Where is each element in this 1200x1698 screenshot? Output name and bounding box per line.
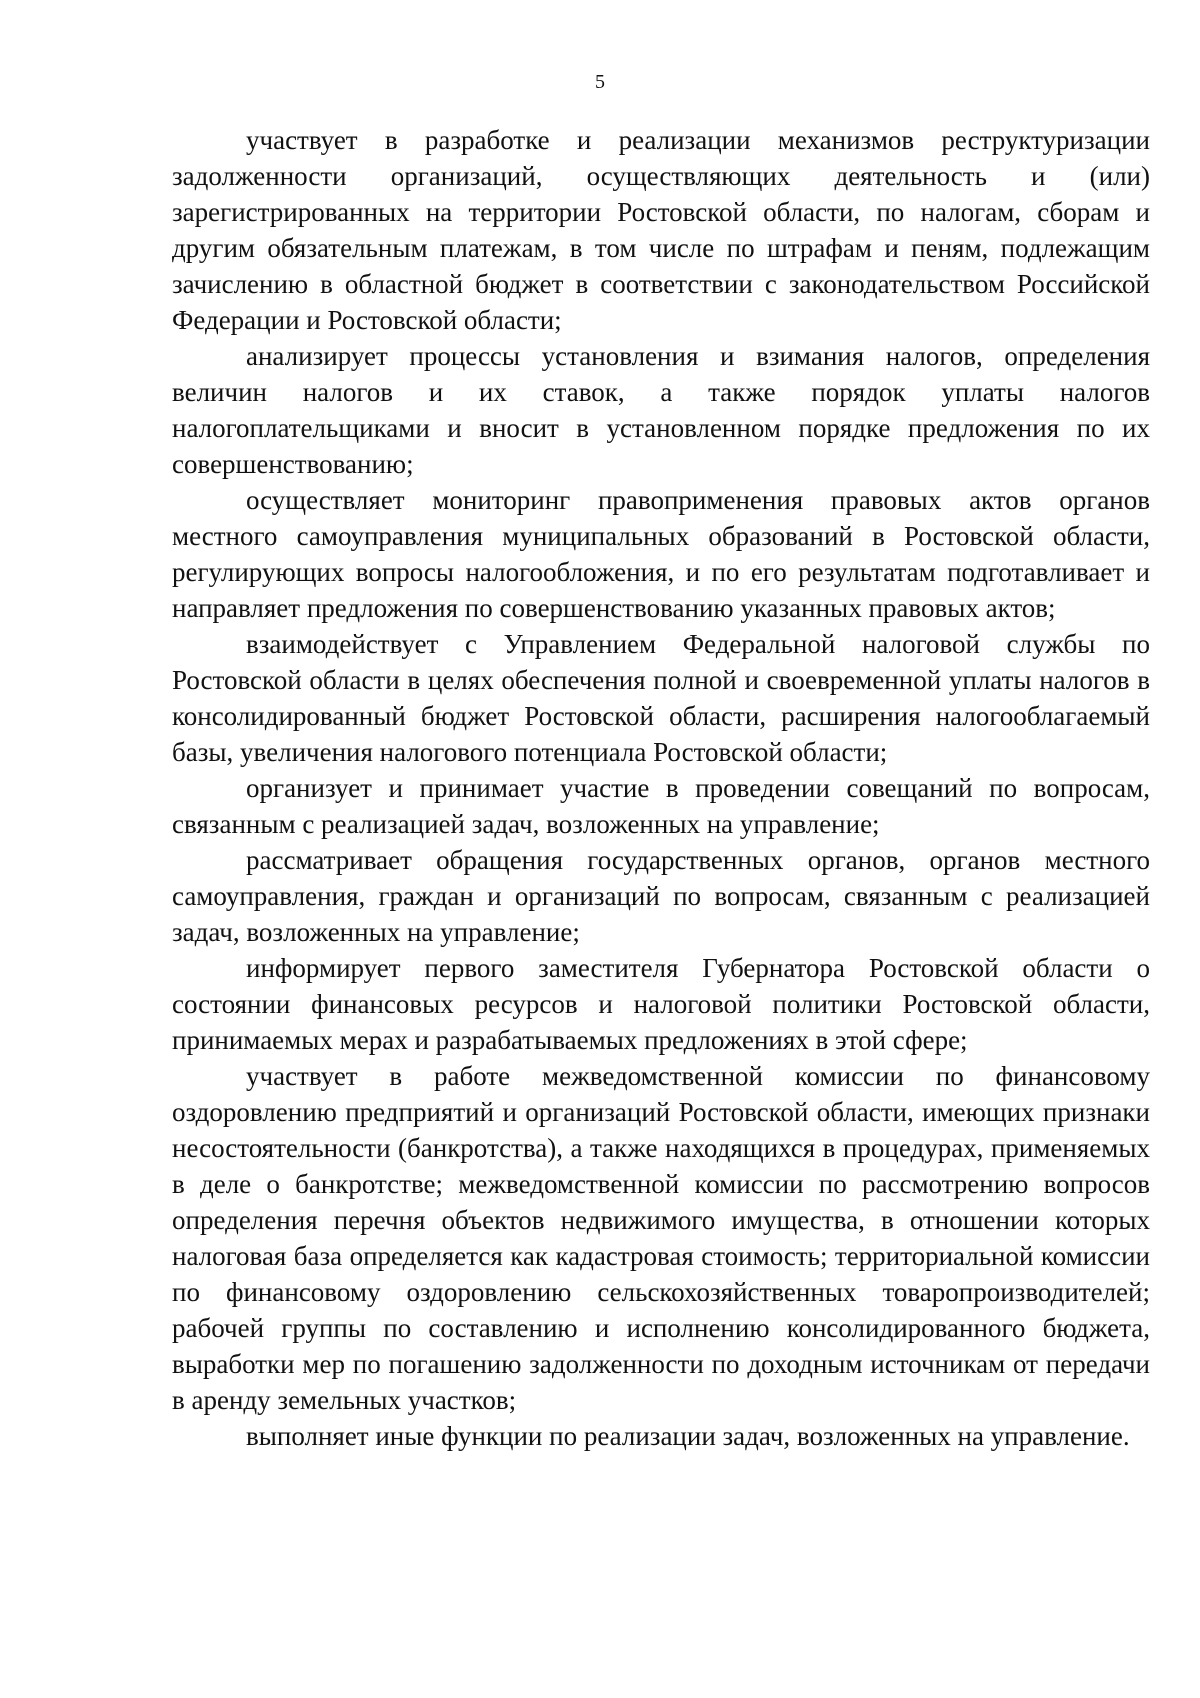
page-number: 5 bbox=[595, 71, 605, 93]
paragraph-legal-monitoring: осуществляет мониторинг правоприменения правовых актов органов местного самоуправления муниципальных образований в Ростовской области, регулирующих вопросы налогообложения, и по его результатам подготавливает и направляет предложения по совершенствованию указанных правовых актов; bbox=[172, 485, 1150, 623]
paragraph-restructuring-debt: участвует в разработке и реализации механизмов реструктуризации задолженности организаций, осуществляющих деятельность и (или) зарегистрированных на территории Ростовской области, по налогам, сборам и другим обязательным платежам, в том числе по штрафам и пеням, подлежащим зачислению в областной бюджет в соответствии с законодательством Российской Федерации и Ростовской области; bbox=[172, 125, 1150, 335]
paragraph-meetings: организует и принимает участие в проведении совещаний по вопросам, связанным с реализацией задач, возложенных на управление; bbox=[172, 773, 1150, 839]
paragraph-commissions: участвует в работе межведомственной комиссии по финансовому оздоровлению предприятий и организаций Ростовской области, имеющих признаки несостоятельности (банкротства), а также находящихся в процедурах, применяемых в деле о банкротстве; межведомственной комиссии по рассмотрению вопросов определения перечня объектов недвижимого имущества, в отношении которых налоговая база определяется как кадастровая стоимость; территориальной комиссии по финансовому оздоровлению сельскохозяйственных товаропроизводителей; рабочей группы по составлению и исполнению консолидированного бюджета, выработки мер по погашению задолженности по доходным источникам от передачи в аренду земельных участков; bbox=[172, 1061, 1150, 1415]
document-body bbox=[172, 122, 1150, 1454]
paragraph-tax-service-cooperation: взаимодействует с Управлением Федеральной налоговой службы по Ростовской области в целях обеспечения полной и своевременной уплаты налогов в консолидированный бюджет Ростовской области, расширения налогооблагаемый базы, увеличения налогового потенциала Ростовской области; bbox=[172, 629, 1150, 767]
paragraph-other-functions: выполняет иные функции по реализации задач, возложенных на управление. bbox=[246, 1421, 1130, 1451]
paragraph-appeals: рассматривает обращения государственных органов, органов местного самоуправления, граждан и организаций по вопросам, связанным с реализацией задач, возложенных на управление; bbox=[172, 845, 1150, 947]
paragraph-informing: информирует первого заместителя Губернатора Ростовской области о состоянии финансовых ресурсов и налоговой политики Ростовской области, принимаемых мерах и разрабатываемых предложениях в этой сфере; bbox=[172, 953, 1150, 1055]
paragraph-tax-analysis: анализирует процессы установления и взимания налогов, определения величин налогов и их ставок, а также порядок уплаты налогов налогоплательщиками и вносит в установленном порядке предложения по их совершенствованию; bbox=[172, 341, 1150, 479]
